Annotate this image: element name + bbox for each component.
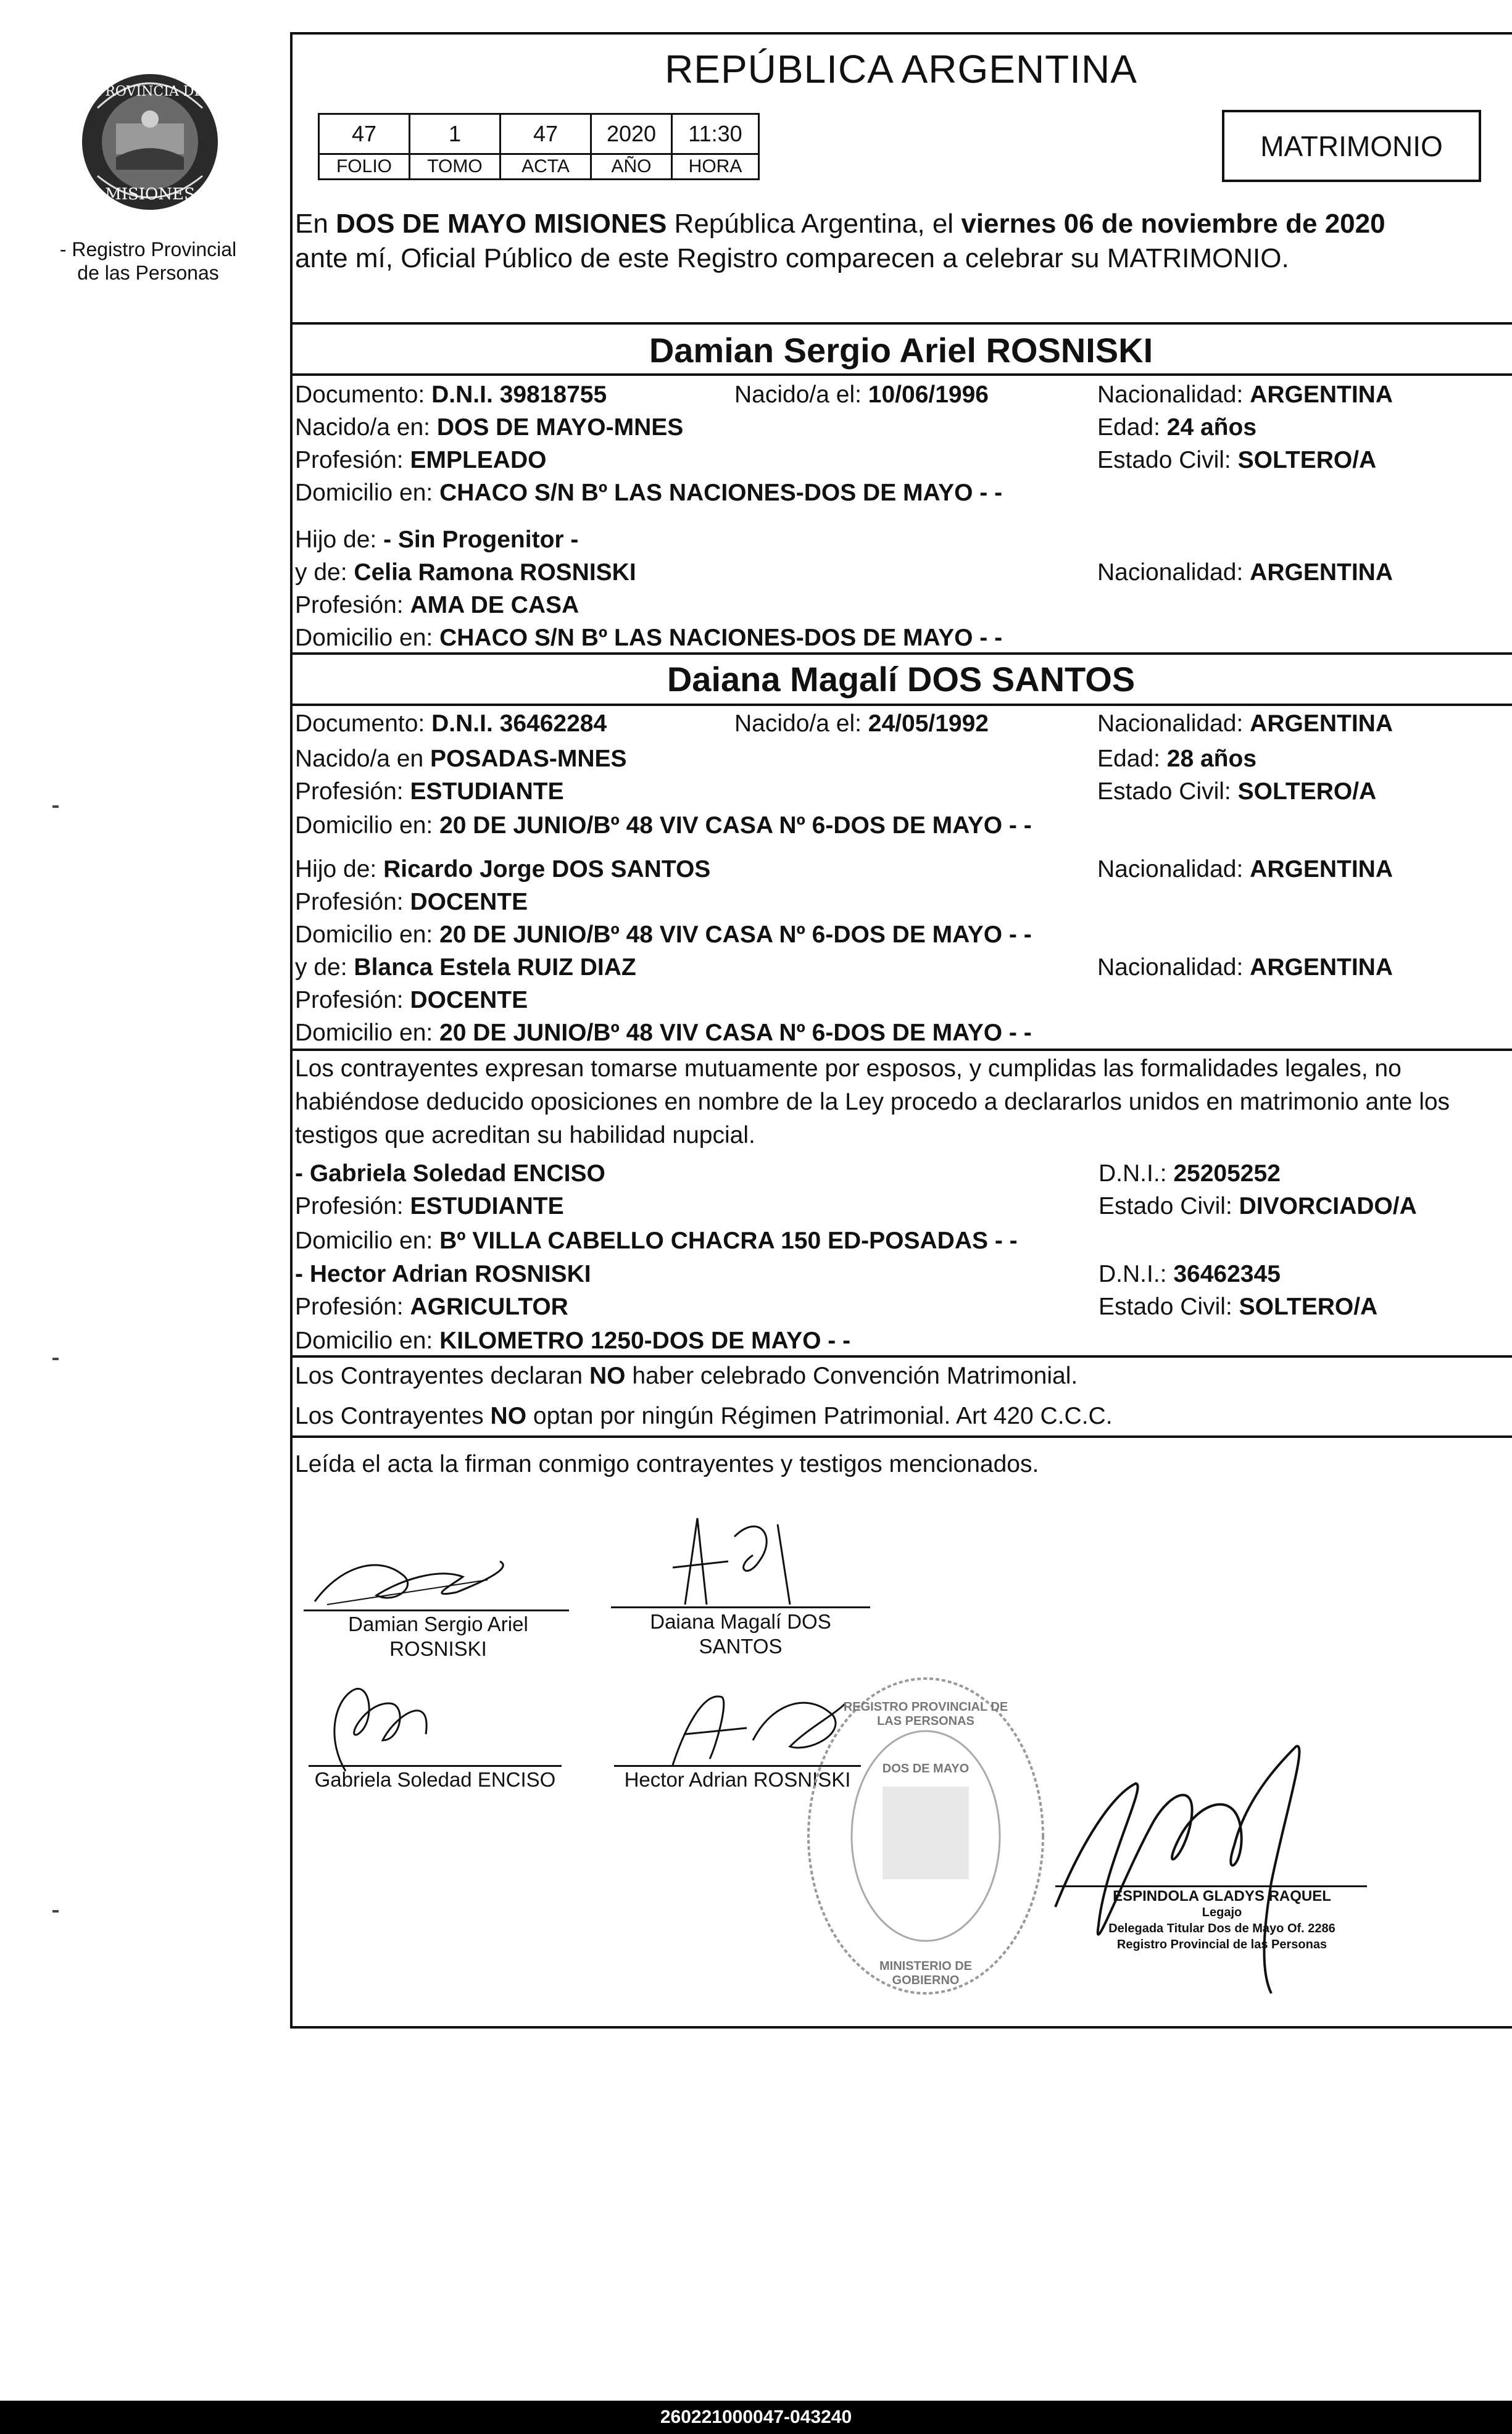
official-cargo: Delegada Titular Dos de Mayo Of. 2286: [1108, 1922, 1335, 1935]
intro-date: viernes 06 de noviembre de 2020: [961, 209, 1385, 239]
c2-padre-profesion: Profesión: DOCENTE: [295, 889, 528, 915]
hora-label: HORA: [672, 154, 759, 180]
testigo1-dni: D.N.I.: 25205252: [1099, 1160, 1281, 1187]
c1-y-de: y de: Celia Ramona ROSNISKI: [295, 559, 636, 586]
intro-en: En: [295, 209, 328, 239]
cierre-text: Leída el acta la firman conmigo contrayentes y testigos mencionados.: [295, 1451, 1039, 1477]
acta-label: ACTA: [501, 154, 591, 180]
convencion-line1: Los Contrayentes declaran NO haber celebrado Convención Matrimonial.: [295, 1363, 1078, 1389]
signature-2: [636, 1500, 852, 1617]
convencion-line2: Los Contrayentes NO optan por ningún Régimen Patrimonial. Art 420 C.C.C.: [295, 1403, 1113, 1429]
signature-line: [611, 1606, 870, 1608]
barcode-strip: 260221000047-043240: [0, 2401, 1512, 2434]
tomo-value: 1: [410, 114, 501, 154]
c2-edad: Edad: 28 años: [1097, 746, 1257, 772]
c1-nacido-en: Nacido/a en: DOS DE MAYO-MNES: [295, 414, 684, 441]
folio-label: FOLIO: [319, 154, 410, 180]
c1-edad: Edad: 24 años: [1097, 414, 1257, 441]
province-seal: [73, 65, 227, 219]
stamp-inner: DOS DE MAYO: [882, 1762, 970, 1776]
c2-nacionalidad: Nacionalidad: ARGENTINA: [1097, 710, 1394, 737]
divider: [290, 373, 1512, 376]
c2-madre-profesion: Profesión: DOCENTE: [295, 987, 528, 1013]
c2-madre-nacionalidad: Nacionalidad: ARGENTINA: [1097, 954, 1394, 981]
page-title: REPÚBLICA ARGENTINA: [665, 47, 1137, 91]
seal-text-bottom: MISIONES: [105, 185, 195, 204]
divider: [290, 322, 1512, 325]
c1-madre-profesion: Profesión: AMA DE CASA: [295, 592, 579, 618]
testigo2-dni: D.N.I.: 36462345: [1099, 1261, 1281, 1287]
stamp-top: REGISTRO PROVINCIAL DE LAS PERSONAS: [843, 1700, 1008, 1728]
registro-line2: de las Personas: [77, 262, 219, 284]
c2-nacido-el: Nacido/a el: 24/05/1992: [734, 710, 989, 737]
c2-hijo-de: Hijo de: Ricardo Jorge DOS SANTOS: [295, 856, 711, 883]
contrayente1-name: Damian Sergio Ariel ROSNISKI: [649, 331, 1153, 370]
signature-name-2: Daiana Magalí DOS SANTOS: [650, 1610, 831, 1658]
registro-line1: - Registro Provincial: [59, 238, 237, 260]
c2-domicilio: Domicilio en: 20 DE JUNIO/Bº 48 VIV CASA Nº 6-DOS DE MAYO - -: [295, 812, 1032, 839]
c1-madre-nacionalidad: Nacionalidad: ARGENTINA: [1097, 559, 1394, 586]
divider: [290, 652, 1512, 655]
signature-line: [309, 1765, 562, 1767]
testigo2-estado-civil: Estado Civil: SOLTERO/A: [1099, 1294, 1378, 1320]
c1-hijo-de: Hijo de: - Sin Progenitor -: [295, 526, 579, 553]
testigo1-estado-civil: Estado Civil: DIVORCIADO/A: [1099, 1193, 1417, 1219]
divider: [290, 1355, 1512, 1358]
official-signature: [1037, 1722, 1345, 2006]
testigo2-profesion: Profesión: AGRICULTOR: [295, 1294, 568, 1320]
c2-y-de: y de: Blanca Estela RUIZ DIAZ: [295, 954, 636, 981]
record-type-box: MATRIMONIO: [1222, 110, 1481, 182]
intro-place: DOS DE MAYO MISIONES: [336, 209, 667, 239]
acta-value: 47: [501, 114, 591, 154]
declaracion-paragraph: Los contrayentes expresan tomarse mutuamente por esposos, y cumplidas las formalidades legales, no habiéndose deducido oposiciones en nombre de la Ley procedo a declararlos unidos en matrimonio ante los testigos que acreditan su habilidad nupcial.: [295, 1055, 1450, 1148]
official-legajo: Legajo: [1202, 1906, 1242, 1919]
tomo-label: TOMO: [410, 154, 501, 180]
folio-value: 47: [319, 114, 410, 154]
intro-mid: República Argentina, el: [674, 209, 954, 239]
official-caption: [1061, 1888, 1382, 1953]
seal-text-top: PROVINCIA DE: [96, 84, 204, 99]
c2-estado-civil: Estado Civil: SOLTERO/A: [1097, 778, 1377, 805]
c1-profesion: Profesión: EMPLEADO: [295, 447, 547, 473]
registro-label: [31, 238, 265, 285]
testigo2-name: - Hector Adrian ROSNISKI: [295, 1261, 591, 1287]
contrayente2-name: Daiana Magalí DOS SANTOS: [667, 660, 1136, 699]
official-registro: Registro Provincial de las Personas: [1116, 1938, 1327, 1951]
c2-nacido-en: Nacido/a en POSADAS-MNES: [295, 746, 627, 772]
divider: [290, 704, 1512, 706]
c2-padre-domicilio: Domicilio en: 20 DE JUNIO/Bº 48 VIV CASA Nº 6-DOS DE MAYO - -: [295, 921, 1032, 948]
testigo1-domicilio: Domicilio en: Bº VILLA CABELLO CHACRA 150 ED-POSADAS - -: [295, 1227, 1018, 1254]
intro-paragraph: [295, 207, 1511, 276]
scan-mark: [52, 1358, 59, 1360]
signature-name-4: Hector Adrian ROSNISKI: [624, 1768, 851, 1791]
official-name: ESPINDOLA GLADYS RAQUEL: [1113, 1888, 1331, 1904]
signature-name-3: Gabriela Soledad ENCISO: [314, 1768, 556, 1791]
scan-mark: [52, 805, 59, 808]
official-signature-line: [1055, 1885, 1367, 1887]
signature-line: [304, 1610, 569, 1611]
signature-name-1: Damian Sergio Ariel ROSNISKI: [348, 1613, 528, 1660]
anio-label: AÑO: [591, 154, 672, 180]
c1-documento: Documento: D.N.I. 39818755: [295, 381, 607, 408]
divider: [290, 1049, 1512, 1051]
c2-documento: Documento: D.N.I. 36462284: [295, 710, 607, 737]
c2-madre-domicilio: Domicilio en: 20 DE JUNIO/Bº 48 VIV CASA Nº 6-DOS DE MAYO - -: [295, 1020, 1032, 1046]
stamp-bottom: MINISTERIO DE GOBIERNO: [879, 1959, 972, 1987]
c1-domicilio: Domicilio en: CHACO S/N Bº LAS NACIONES-DOS DE MAYO - -: [295, 480, 1003, 506]
anio-value: 2020: [591, 114, 672, 154]
c1-nacionalidad: Nacionalidad: ARGENTINA: [1097, 381, 1394, 408]
signature-1: [302, 1543, 580, 1617]
testigo1-profesion: Profesión: ESTUDIANTE: [295, 1193, 564, 1219]
hora-value: 11:30: [672, 114, 759, 154]
official-stamp: [796, 1669, 1055, 2003]
c1-estado-civil: Estado Civil: SOLTERO/A: [1097, 447, 1377, 473]
c2-padre-nacionalidad: Nacionalidad: ARGENTINA: [1097, 856, 1394, 883]
testigo1-name: - Gabriela Soledad ENCISO: [295, 1160, 605, 1187]
record-header-table: [318, 113, 760, 180]
c1-madre-domicilio: Domicilio en: CHACO S/N Bº LAS NACIONES-DOS DE MAYO - -: [295, 625, 1003, 651]
testigo2-domicilio: Domicilio en: KILOMETRO 1250-DOS DE MAYO - -: [295, 1327, 851, 1354]
divider: [290, 1435, 1512, 1438]
c1-nacido-el: Nacido/a el: 10/06/1996: [734, 381, 989, 408]
scan-mark: [52, 1910, 59, 1913]
c2-profesion: Profesión: ESTUDIANTE: [295, 778, 564, 805]
signature-3: [309, 1666, 469, 1777]
intro-line2: ante mí, Oficial Público de este Registro comparecen a celebrar su MATRIMONIO.: [295, 243, 1289, 273]
